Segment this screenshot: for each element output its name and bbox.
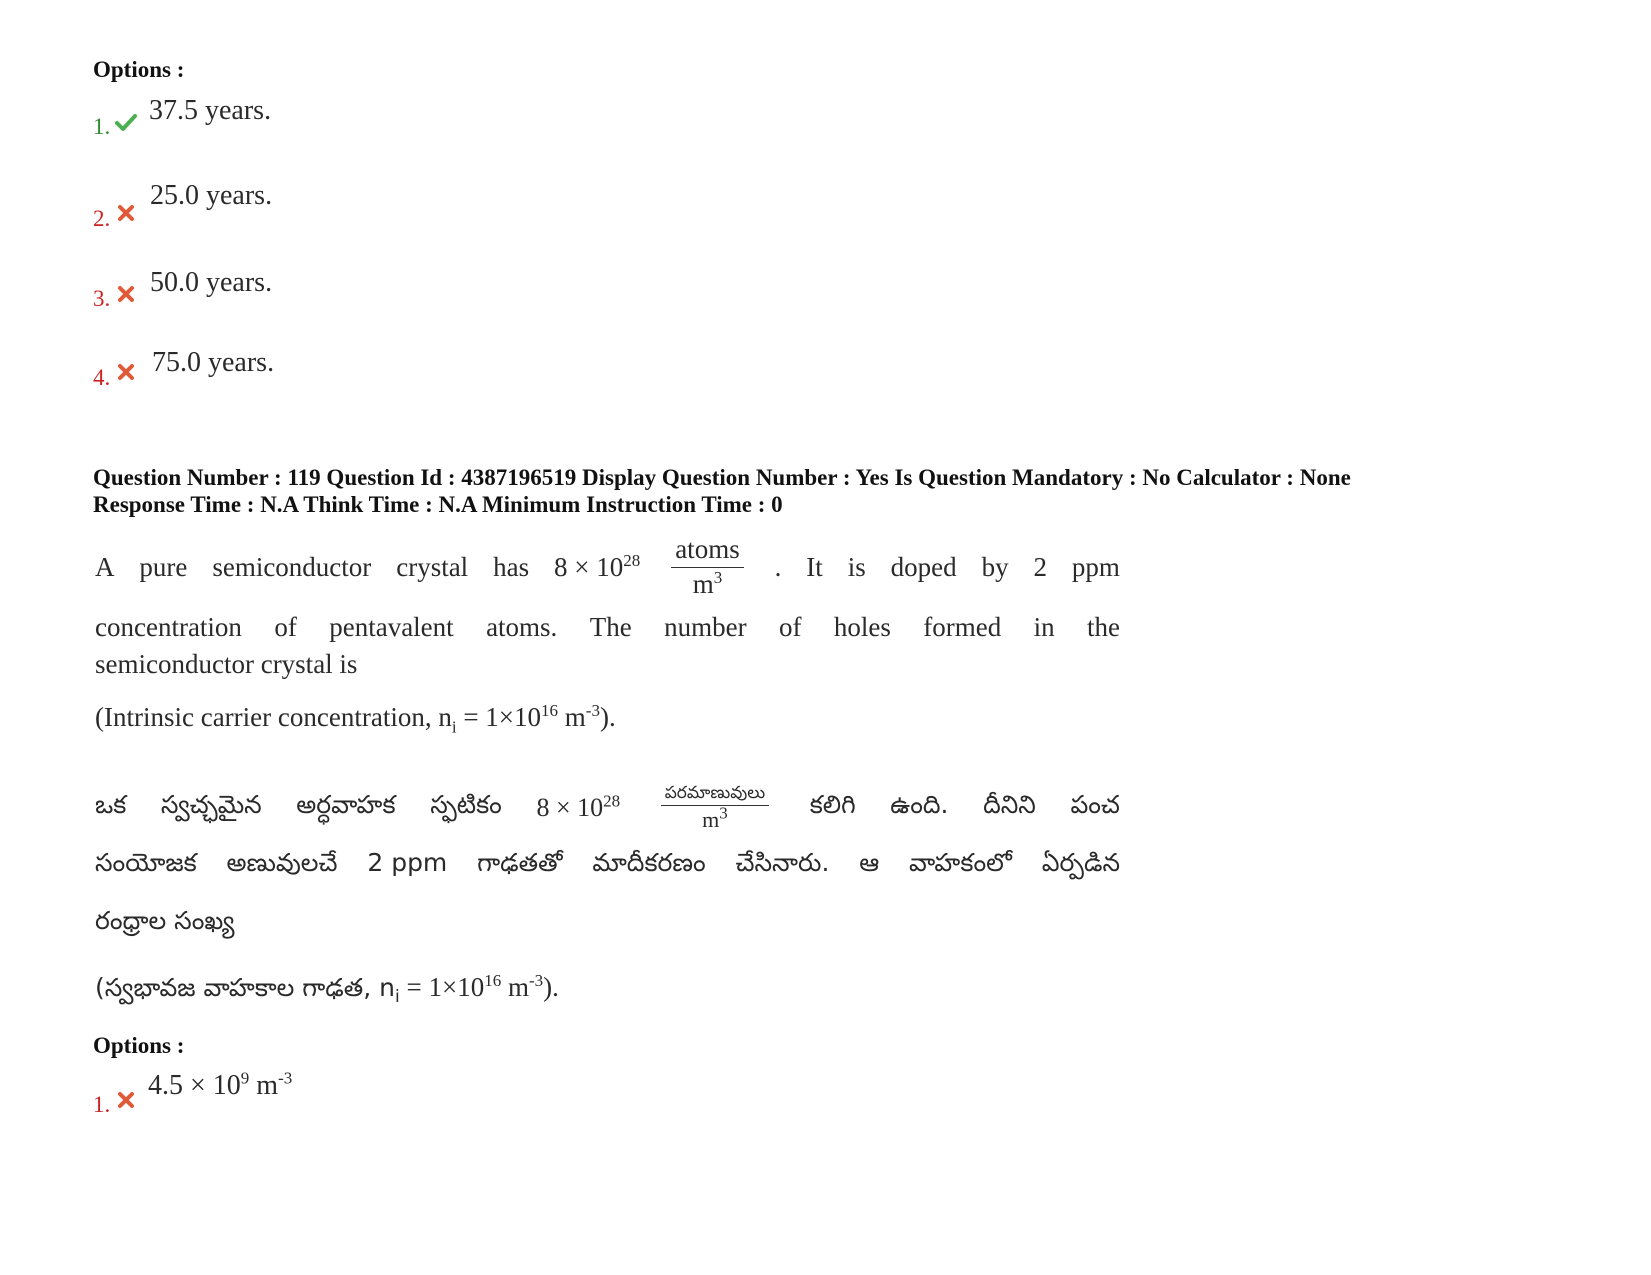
word: has <box>493 551 530 582</box>
word: pure <box>139 551 188 582</box>
cross-icon <box>117 285 135 303</box>
cross-icon <box>117 363 135 381</box>
question-meta-line1: Question Number : 119 Question Id : 4387196519 Display Question Number : Yes Is Question Mandatory : No Calculator : None <box>93 465 1351 490</box>
telugu-line-3: రంధ్రాల సంఖ్య <box>95 906 235 935</box>
word: స్వచ్ఛమైన <box>160 790 262 819</box>
english-line-3: semiconductor crystal is <box>95 649 358 679</box>
word: వాహకంలో <box>908 848 1012 877</box>
check-icon <box>115 111 137 133</box>
fraction-numerator: పరమాణువులు <box>661 784 769 806</box>
fraction-numerator: atoms <box>671 535 744 568</box>
english-line-1 <box>95 532 1120 602</box>
question-english <box>95 532 1120 737</box>
word: స్ఫటికం <box>430 790 502 819</box>
options-label-bottom: Options : <box>93 1033 185 1058</box>
option-number: 3. <box>93 286 111 311</box>
word: atoms. <box>486 612 558 642</box>
word: చేసినారు. <box>735 848 830 877</box>
fraction-denominator: $m^3$ <box>702 803 728 832</box>
word: ఒక <box>95 790 127 819</box>
word: గాఢతతో <box>477 848 563 877</box>
options-label-top: Options : <box>93 57 185 82</box>
cross-icon <box>117 1091 135 1109</box>
english-line-2 <box>95 612 1120 643</box>
word: crystal <box>396 551 469 582</box>
word: the <box>1087 612 1120 642</box>
option-text: 75.0 years. <box>152 347 275 378</box>
option-text: $4.5 \times 10^9$ $m^{-3}$ <box>148 1068 293 1101</box>
word: . <box>774 551 782 582</box>
word: ppm <box>1071 551 1120 582</box>
option-number: 4. <box>93 365 111 390</box>
option-number: 1. <box>93 1092 111 1117</box>
word: semiconductor <box>212 551 372 582</box>
question-telugu <box>95 778 1120 1009</box>
word: is <box>847 551 866 582</box>
word: ఆ <box>859 848 880 877</box>
density-fraction <box>661 784 769 832</box>
word: concentration <box>95 612 242 642</box>
word: అణువులచే <box>226 848 338 877</box>
word: మాదీకరణం <box>592 848 706 877</box>
word: by <box>981 551 1009 582</box>
option-number: 1. <box>93 114 111 139</box>
word: A <box>95 551 115 582</box>
word: అర్ధవాహక <box>296 790 396 819</box>
word: ఉంది. <box>890 790 949 819</box>
word: pentavalent <box>329 612 454 642</box>
option-text: 25.0 years. <box>150 180 273 211</box>
word: of <box>778 612 802 642</box>
word: 2 ppm <box>367 848 448 877</box>
word: holes <box>833 612 891 642</box>
word: The <box>589 612 632 642</box>
word: formed <box>923 612 1002 642</box>
density-value: $8 \times 10^{28}$ <box>554 550 641 582</box>
word: 2 <box>1033 551 1047 582</box>
english-line-4: (Intrinsic carrier concentration, $n_i = 1\times 10^{16}$ $m^{-3}$). <box>95 701 616 737</box>
word: It <box>806 551 823 582</box>
option-text: 50.0 years. <box>150 267 273 298</box>
word: ఏర్పడిన <box>1041 848 1120 877</box>
option-text: 37.5 years. <box>149 95 272 126</box>
word: పంచ <box>1070 790 1120 819</box>
word: of <box>274 612 297 642</box>
word: in <box>1033 612 1055 642</box>
word: సంయోజక <box>95 848 197 877</box>
word: కలిగి <box>809 790 856 819</box>
telugu-line-2 <box>95 848 1120 884</box>
fraction-denominator: $m^3$ <box>692 567 723 599</box>
word: doped <box>890 551 957 582</box>
word: number <box>664 612 747 642</box>
telugu-line-4: (స్వభావజ వాహకాల గాఢత, $n_i = 1\times 10^{16}$ $m^{-3}$). <box>95 971 559 1007</box>
telugu-line-1 <box>95 778 1120 838</box>
density-fraction <box>671 535 744 599</box>
cross-icon <box>117 204 135 222</box>
word: దీనిని <box>983 790 1036 819</box>
question-meta-line2: Response Time : N.A Think Time : N.A Minimum Instruction Time : 0 <box>93 492 783 517</box>
option-number: 2. <box>93 206 111 231</box>
density-value: $8 \times 10^{28}$ <box>536 791 621 822</box>
